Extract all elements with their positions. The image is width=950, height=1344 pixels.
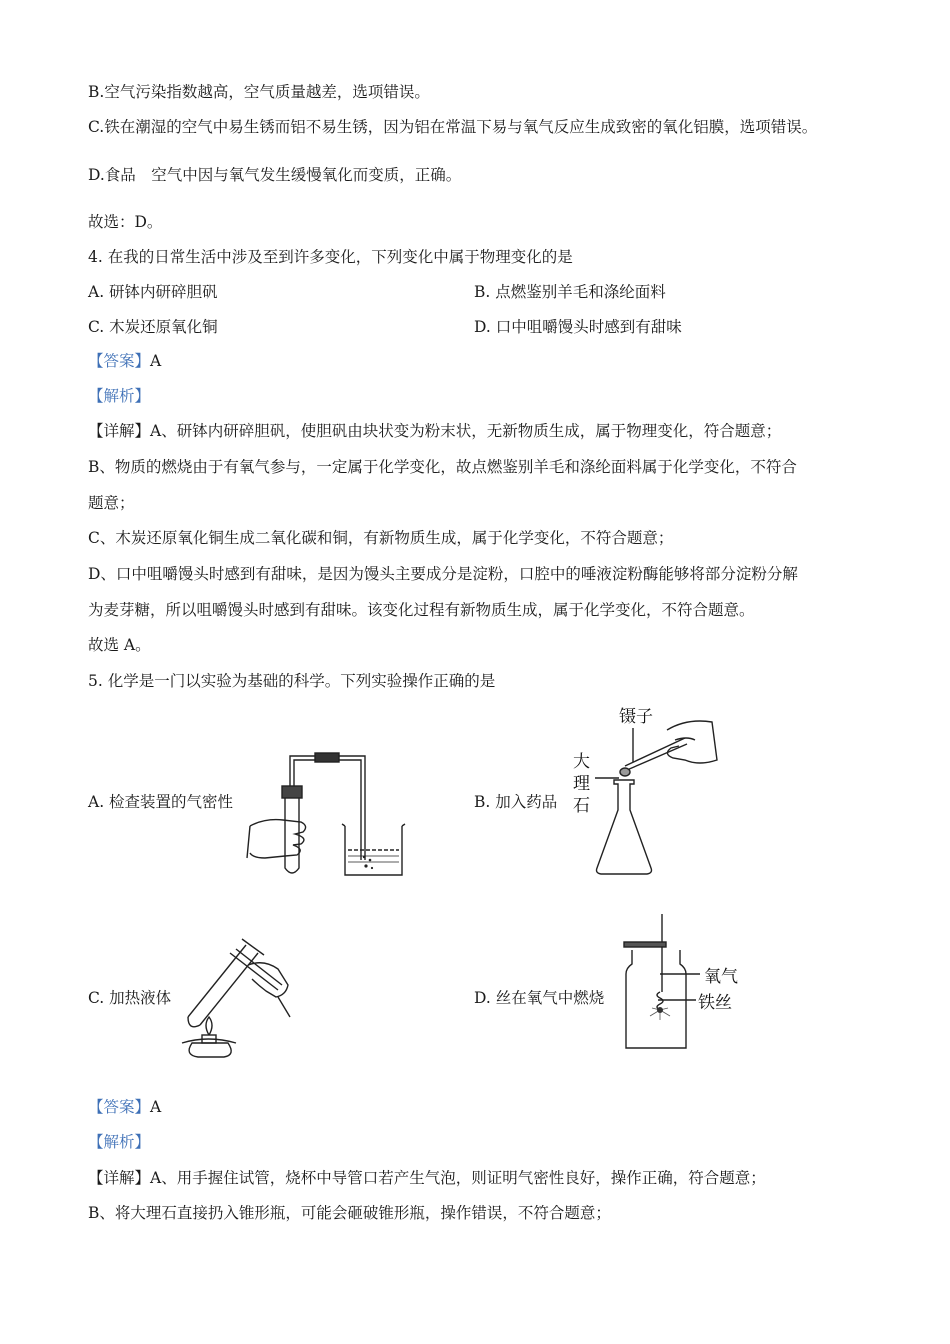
q5-stem: 5. 化学是一门以实验为基础的科学。下列实验操作正确的是 — [88, 672, 496, 690]
q4-conclusion: 故选 A。 — [88, 636, 151, 654]
q4-detail-d1: D、口中咀嚼馒头时感到有甜味，是因为馒头主要成分是淀粉，口腔中的唾液淀粉酶能够将部分淀粉分解 — [88, 565, 798, 583]
q5-detail-a — [88, 1167, 766, 1189]
tweezers-label: 镊子 — [619, 707, 653, 727]
oxygen-label: 氧气 — [704, 967, 738, 987]
q4-detail-b2: 题意； — [88, 494, 135, 512]
q4-detail-a-text: A、研钵内研碎胆矾，使胆矾由块状变为粉末状，无新物质生成，属于物理变化，符合题意； — [150, 422, 782, 440]
q4-analysis-tag: 【解析】 — [88, 387, 151, 405]
marble-label-2: 理 — [573, 774, 590, 794]
q4-answer-line — [88, 350, 161, 372]
q4-detail-b1: B、物质的燃烧由于有氧气参与，一定属于化学变化，故点燃鉴别羊毛和涤纶面料属于化学变化，不符合 — [88, 458, 797, 476]
q5-option-b: B. 加入药品 — [474, 793, 558, 811]
q3-analysis-b: B.空气污染指数越高，空气质量越差，选项错误。 — [88, 83, 430, 101]
q4-detail-c: C、木炭还原氧化铜生成二氧化碳和铜，有新物质生成，属于化学变化，不符合题意； — [88, 529, 674, 547]
detail-tag: 【详解】 — [88, 1169, 151, 1187]
airtightness-check-figure — [245, 748, 415, 883]
q3-analysis-c: C.铁在潮湿的空气中易生锈而铝不易生锈，因为铝在常温下易与氧气反应生成致密的氧化铝膜，选项错误。 — [88, 118, 818, 136]
add-marble-figure — [567, 700, 727, 880]
detail-tag: 【详解】 — [88, 422, 151, 440]
iron-wire-label: 铁丝 — [698, 993, 732, 1013]
q4-stem: 4. 在我的日常生活中涉及至到许多变化，下列变化中属于物理变化的是 — [88, 248, 573, 266]
q5-analysis-tag: 【解析】 — [88, 1133, 151, 1151]
q4-option-a: A. 研钵内研碎胆矾 — [88, 283, 218, 301]
q5-answer: A — [150, 1098, 162, 1116]
q4-answer: A — [150, 352, 162, 370]
q5-answer-line — [88, 1096, 161, 1118]
q4-detail-a — [88, 420, 781, 442]
q5-option-c: C. 加热液体 — [88, 989, 172, 1007]
marble-label-1: 大 — [573, 752, 590, 772]
q4-option-b: B. 点燃鉴别羊毛和涤纶面料 — [474, 283, 666, 301]
iron-wire-oxygen-figure — [620, 912, 750, 1052]
answer-tag: 【答案】 — [88, 352, 151, 370]
q4-detail-d2: 为麦芽糖，所以咀嚼馒头时感到有甜味。该变化过程有新物质生成，属于化学变化，不符合题意。 — [88, 601, 755, 619]
q5-option-a: A. 检查装置的气密性 — [88, 793, 234, 811]
answer-tag: 【答案】 — [88, 1098, 151, 1116]
q3-conclusion: 故选：D。 — [88, 213, 163, 231]
q5-detail-a-text: A、用手握住试管，烧杯中导管口若产生气泡，则证明气密性良好，操作正确，符合题意； — [150, 1169, 766, 1187]
q5-option-d: D. 丝在氧气中燃烧 — [474, 989, 605, 1007]
q3-analysis-d: D.食品 空气中因与氧气发生缓慢氧化而变质，正确。 — [88, 166, 462, 184]
q5-detail-b: B、将大理石直接扔入锥形瓶，可能会砸破锥形瓶，操作错误，不符合题意； — [88, 1204, 611, 1222]
heat-liquid-figure — [178, 935, 308, 1060]
q4-option-d: D. 口中咀嚼馒头时感到有甜味 — [474, 318, 682, 336]
marble-label-3: 石 — [573, 796, 590, 816]
q4-option-c: C. 木炭还原氧化铜 — [88, 318, 218, 336]
